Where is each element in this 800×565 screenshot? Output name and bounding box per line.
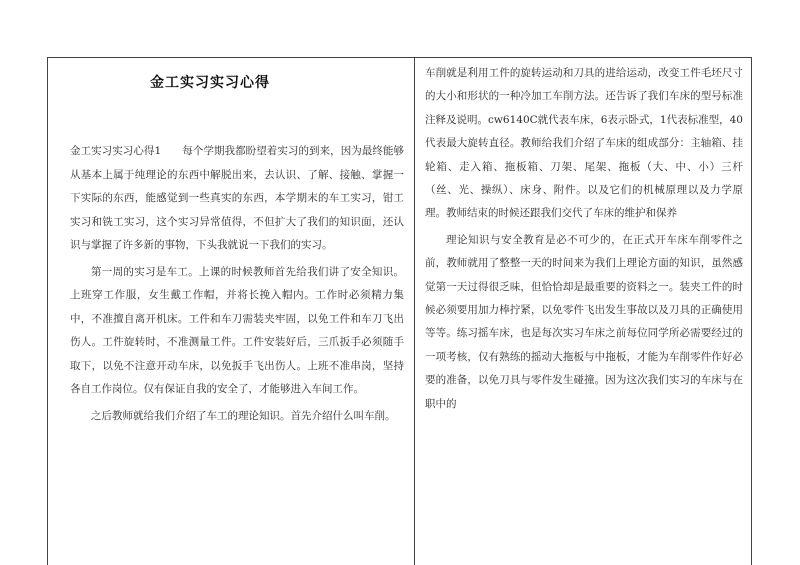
left-paragraph-3: 之后教师就给我们介绍了车工的理论知识。首先介绍什么叫车削。 [91, 409, 396, 422]
document-title: 金工实习实习心得 [150, 75, 270, 91]
right-paragraph-1: 车削就是利用工件的旋转运动和刀具的进给运动，改变工件毛坯尺寸的大小和形状的一种冷加工车削方法。还告诉了我们车床的型号标准注释及说明。cw6140C就代表车床，6表示卧式，1代表标准型，40代表最大旋转直径。教师给我们介绍了车床的组成部分：主轴箱、挂轮箱、走入箱、拖板箱、刀架、尾架、拖板（大、中、小）三杆（丝、光、操纵）、床身、附件。以及它们的机械原理以及力学原理。教师结束的时候还跟我们交代了车床的维护和保养 [425, 67, 743, 220]
right-paragraph-2: 理论知识与安全教育是必不可少的，在正式开车床车削零件之前，教师就用了整整一天的时间来为我们上理论方面的知识，虽然感觉第一天过得很乏味，但恰恰却是最重要的资料之一。装夹工件的时候必须要用加力棒拧紧，以免零件飞出发生事故以及刀具的正确使用等等。练习摇车床，也是每次实习车床之前每位同学所必需要经过的一项考核，仅有熟练的摇动大拖板与中拖板，才能为车削零件作好必要的准备，以免刀具与零件发生碰撞。因为这次我们实习的车床与在职中的 [425, 233, 743, 410]
right-column [425, 62, 743, 416]
left-paragraph-1: 金工实习实习心得1 每个学期我都盼望着实习的到来，因为最终能够从基本上属于纯理论的东西中解脱出来，去认识、了解、接触、掌握一下实际的东西，能感觉到一些真实的东西，本学期末的车工实习，钳工实习和铣工实习，这个实习异常值得，不但扩大了我们的知识面，还认识与掌握了许多新的事物，下头我就说一下我们的实习。 [70, 145, 404, 251]
left-paragraph-2: 第一周的实习是车工。上课的时候教师首先给我们讲了安全知识。上班穿工作服，女生戴工作帽，并将长挽入帽内。工作时必须精力集中，不准擅自离开机床。工件和车刀需装夹牢固，以免工件和车刀飞出伤人。工件旋转时，不准测量工件。工件安装好后，三爪扳手必须随手取下，以免不注意开动车床，以免扳手飞出伤人。上班不准串岗，坚持各自工作岗位。仅有保证自我的安全了，才能够进入车间工作。 [70, 265, 404, 395]
left-column [70, 140, 404, 428]
column-divider [414, 57, 415, 565]
